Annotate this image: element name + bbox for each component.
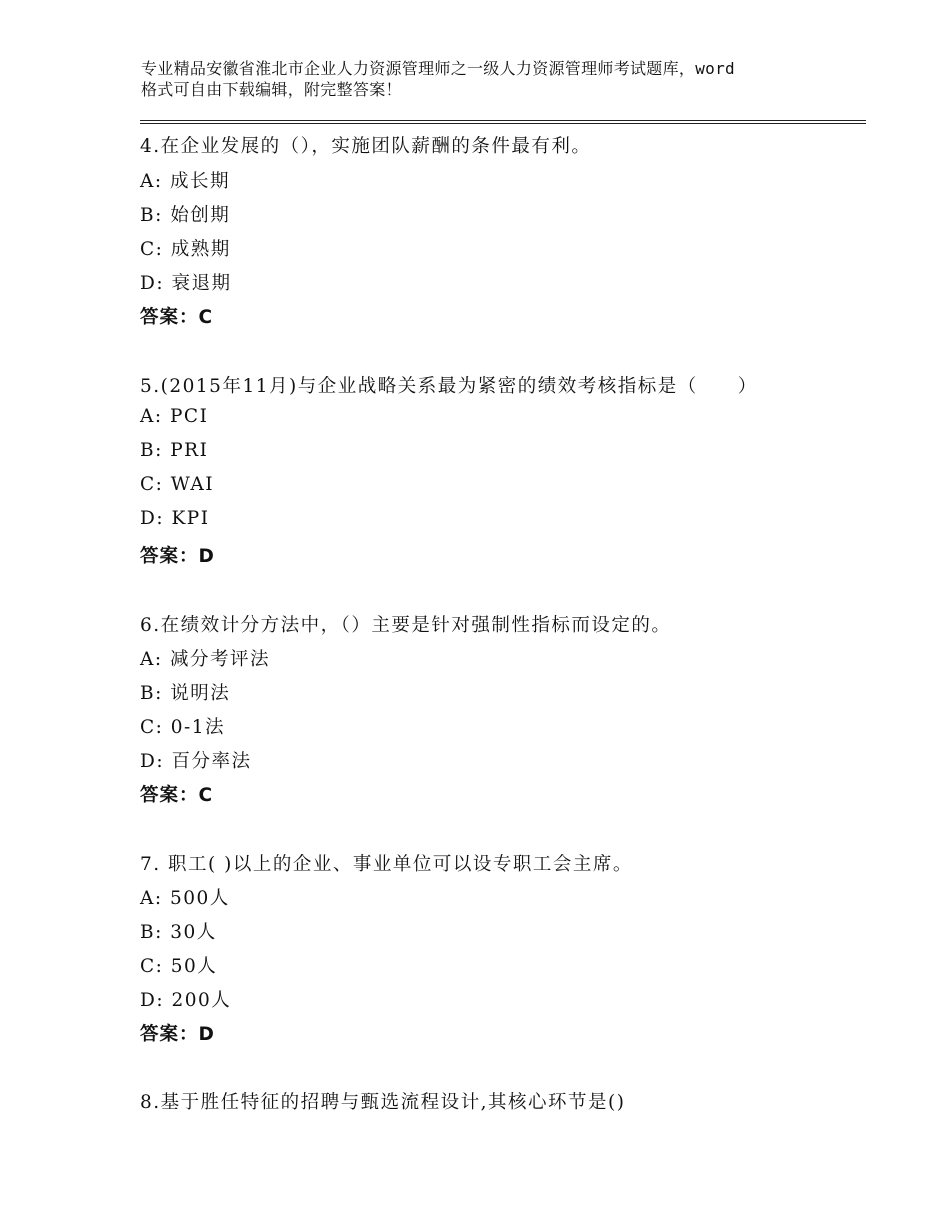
question-7-option-b: B: 30人 (140, 922, 217, 943)
question-5-text: 5.(2015年11月)与企业战略关系最为紧密的绩效考核指标是（ ） (140, 376, 758, 397)
question-7-text: 7. 职工( )以上的企业、事业单位可以设专职工会主席。 (140, 854, 633, 875)
question-7-answer: 答案：D (140, 1024, 215, 1045)
question-5-option-b: B: PRI (140, 440, 209, 461)
question-6-answer: 答案：C (140, 785, 214, 806)
header-divider-top (140, 120, 866, 121)
question-7-option-a: A: 500人 (140, 888, 230, 909)
question-4-option-d: D: 衰退期 (140, 273, 232, 294)
question-7-option-d: D: 200人 (140, 990, 232, 1011)
header-line-2: 格式可自由下载编辑，附完整答案！ (141, 80, 402, 99)
question-6-text: 6.在绩效计分方法中，（）主要是针对强制性指标而设定的。 (140, 615, 672, 636)
question-6-option-c: C: 0-1法 (140, 717, 226, 738)
header-line-1: 专业精品安徽省淮北市企业人力资源管理师之一级人力资源管理师考试题库，word (141, 59, 735, 78)
question-6-option-b: B: 说明法 (140, 683, 231, 704)
question-7-option-c: C: 50人 (140, 956, 218, 977)
question-5-option-c: C: WAI (140, 474, 215, 495)
question-4-text: 4.在企业发展的（），实施团队薪酬的条件最有利。 (140, 136, 592, 157)
question-4-option-c: C: 成熟期 (140, 239, 231, 260)
question-5-option-a: A: PCI (140, 406, 209, 427)
header-divider-bottom (140, 123, 866, 124)
document-header (141, 58, 841, 100)
question-5-option-d: D: KPI (140, 508, 210, 529)
question-6-option-a: A: 减分考评法 (140, 649, 270, 670)
question-4-answer: 答案：C (140, 307, 214, 328)
question-4-option-b: B: 始创期 (140, 205, 231, 226)
question-6-option-d: D: 百分率法 (140, 751, 252, 772)
question-8-text: 8.基于胜任特征的招聘与甄选流程设计,其核心环节是() (140, 1092, 626, 1113)
question-4-option-a: A: 成长期 (140, 171, 230, 192)
question-5-answer: 答案：D (140, 546, 215, 567)
